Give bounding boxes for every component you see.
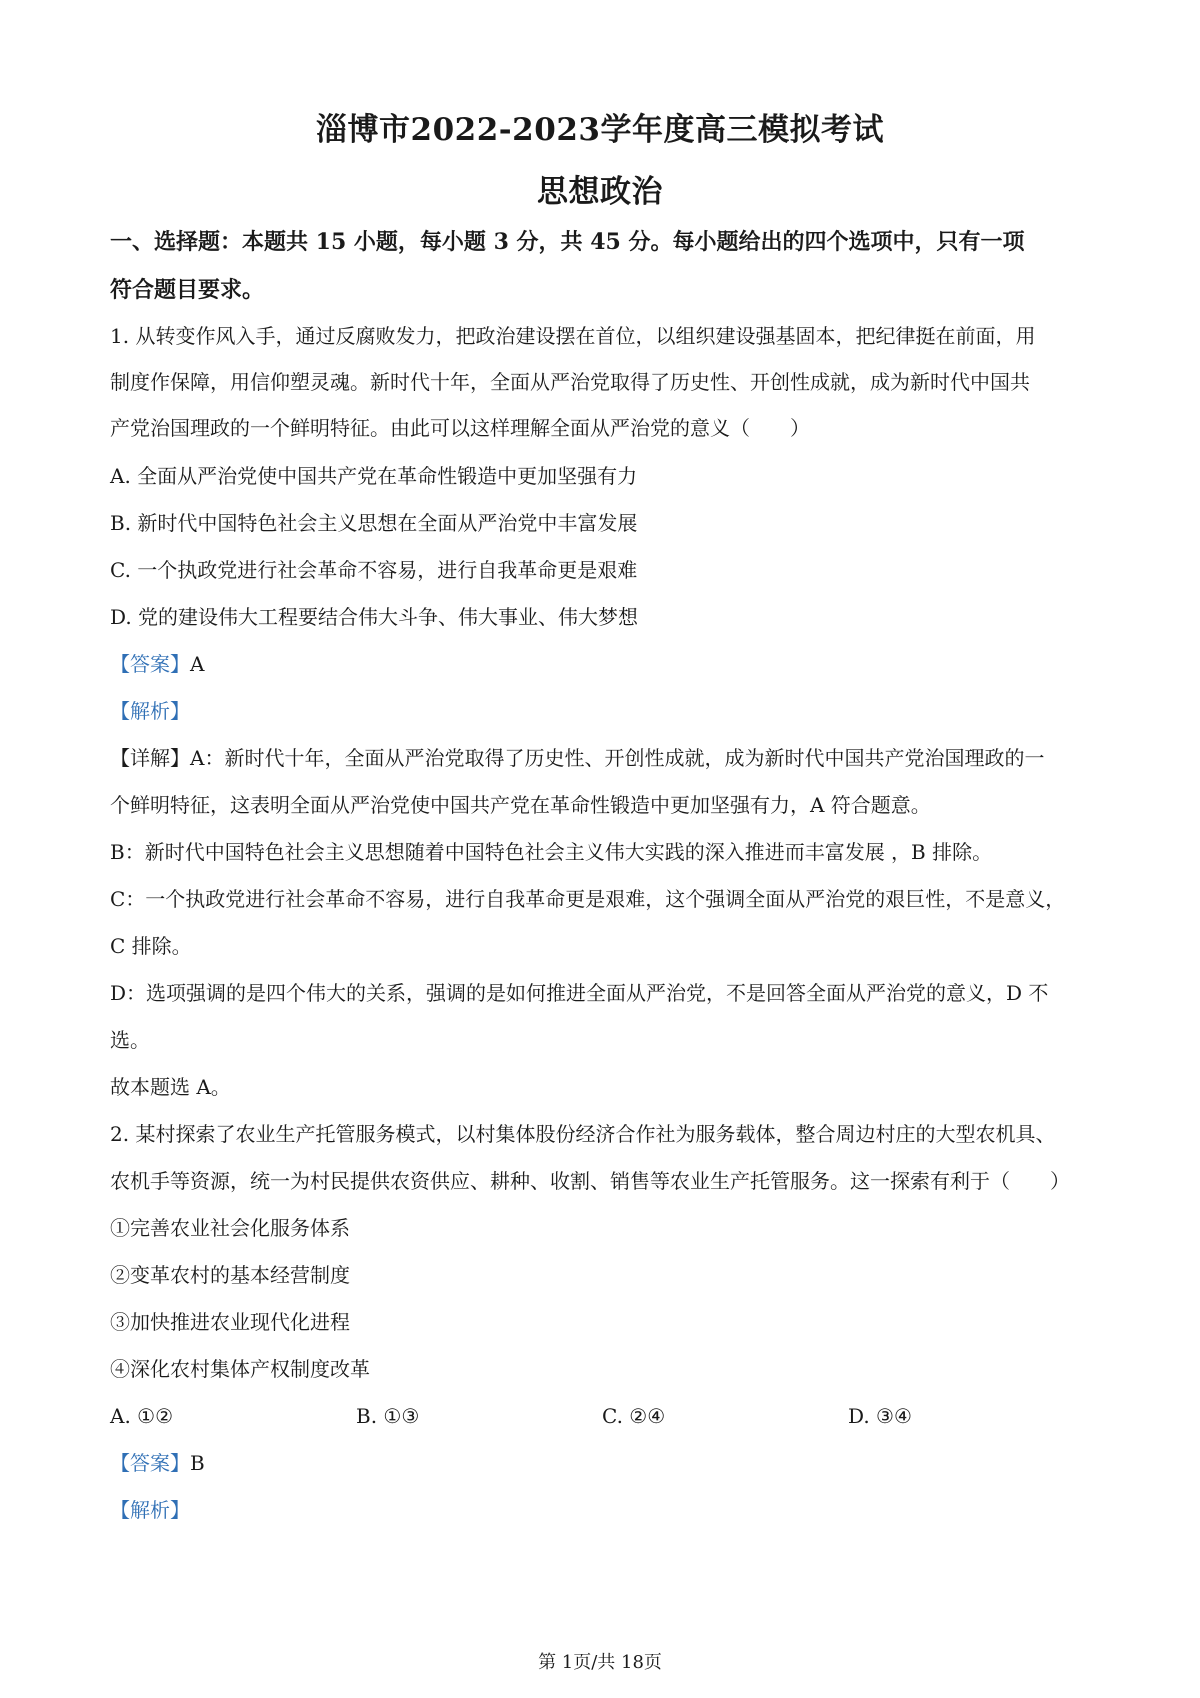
page-number: 第 1页/共 18页 [538, 1652, 662, 1673]
q1-detail-line: C：一个执政党进行社会革命不容易，进行自我革命更是艰难，这个强调全面从严治党的艰巨性，不是意义， [110, 887, 1066, 911]
section-heading-cont: 符合题目要求。 [110, 277, 265, 303]
q2-item-3: ③加快推进农业现代化进程 [110, 1310, 350, 1334]
q1-option-c: C. 一个执政党进行社会革命不容易，进行自我革命更是艰难 [110, 558, 638, 582]
q2-analysis-label: 【解析】 [110, 1498, 190, 1522]
answer-value: B [190, 1451, 205, 1475]
q1-analysis-label: 【解析】 [110, 699, 190, 723]
q1-option-a: A. 全面从严治党使中国共产党在革命性锻造中更加坚强有力 [110, 464, 638, 488]
q2-item-4: ④深化农村集体产权制度改革 [110, 1357, 370, 1381]
q1-stem-line: 制度作保障，用信仰塑灵魂。新时代十年，全面从严治党取得了历史性、开创性成就，成为新时代中国共 [110, 370, 1030, 394]
q1-detail-line: 【详解】A：新时代十年，全面从严治党取得了历史性、开创性成就，成为新时代中国共产党治国理政的一 [110, 746, 1045, 770]
q2-stem-line: 2. 某村探索了农业生产托管服务模式，以村集体股份经济合作社为服务载体，整合周边村庄的大型农机具、 [110, 1122, 1056, 1146]
q1-option-b: B. 新时代中国特色社会主义思想在全面从严治党中丰富发展 [110, 511, 638, 535]
page-title: 淄博市2022-2023学年度高三模拟考试 [316, 112, 884, 148]
q1-conclusion: 故本题选 A。 [110, 1075, 231, 1099]
q2-option-c: C. ②④ [602, 1404, 666, 1428]
q1-stem-line: 1. 从转变作风入手，通过反腐败发力，把政治建设摆在首位，以组织建设强基固本，把纪律挺在前面，用 [110, 324, 1036, 348]
answer-label: 【答案】 [110, 1451, 190, 1475]
q2-option-a: A. ①② [110, 1404, 174, 1428]
section-heading: 一、选择题：本题共 15 小题，每小题 3 分，共 45 分。每小题给出的四个选项中，只有一项 [110, 229, 1025, 255]
page-subtitle: 思想政治 [537, 174, 663, 210]
q1-detail-line: B：新时代中国特色社会主义思想随着中国特色社会主义伟大实践的深入推进而丰富发展 ，B 排除。 [110, 840, 993, 864]
q2-option-d: D. ③④ [848, 1404, 912, 1428]
q1-detail-line: D：选项强调的是四个伟大的关系，强调的是如何推进全面从严治党，不是回答全面从严治党的意义，D 不 [110, 981, 1049, 1005]
q2-item-2: ②变革农村的基本经营制度 [110, 1263, 350, 1287]
q1-detail-line: C 排除。 [110, 934, 192, 958]
q2-answer [110, 1449, 1100, 1477]
answer-value: A [190, 652, 205, 676]
q1-stem-line: 产党治国理政的一个鲜明特征。由此可以这样理解全面从严治党的意义（ ） [110, 416, 810, 440]
answer-label: 【答案】 [110, 652, 190, 676]
q1-detail-line: 选。 [110, 1028, 150, 1052]
q2-option-b: B. ①③ [356, 1404, 420, 1428]
q2-stem-line: 农机手等资源，统一为村民提供农资供应、耕种、收割、销售等农业生产托管服务。这一探索有利于（ ） [110, 1169, 1070, 1193]
q1-answer [110, 650, 1100, 678]
q1-detail-line: 个鲜明特征，这表明全面从严治党使中国共产党在革命性锻造中更加坚强有力，A 符合题意。 [110, 793, 931, 817]
q1-option-d: D. 党的建设伟大工程要结合伟大斗争、伟大事业、伟大梦想 [110, 605, 639, 629]
q2-item-1: ①完善农业社会化服务体系 [110, 1216, 350, 1240]
